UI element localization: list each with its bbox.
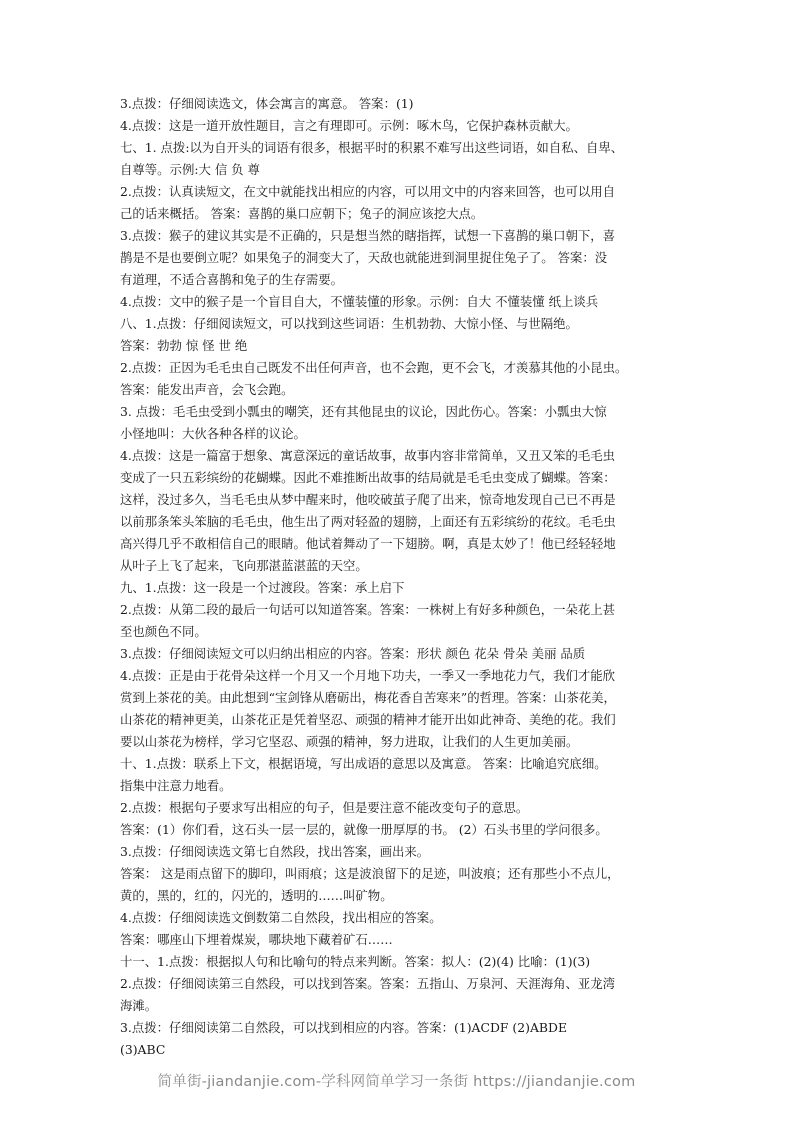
text-line: 海滩。 xyxy=(120,998,158,1013)
text-line: 答案：(1）你们看，这石头一层一层的，就像一册厚厚的书。 (2）石头书里的学问很多。 xyxy=(120,822,608,837)
text-line: 答案： 这是雨点留下的脚印，叫雨痕；这是波浪留下的足迹，叫波痕；还有那些小不点儿， xyxy=(120,866,620,881)
text-line: 变成了一只五彩缤纷的花蝴蝶。因此不难推断出故事的结局就是毛毛虫变成了蝴蝶。答案： xyxy=(120,470,616,485)
text-line: 指集中注意力地看。 xyxy=(120,778,232,793)
text-line: 十、1.点拨：联系上下文，根据语境，写出成语的意思以及寓意。 答案：比喻追究底细。 xyxy=(120,756,607,771)
text-line: 3.点拨：仔细阅读第二自然段，可以找到相应的内容。答案：(1)ACDF (2)ABDE xyxy=(120,1020,568,1035)
text-line: 4.点拨：这是一篇富于想象、寓意深远的童话故事，故事内容非常简单，又丑又笨的毛毛虫 xyxy=(120,448,616,463)
text-line: 七、1. 点拨:以为自开头的词语有很多，根据平时的积累不难写出这些词语，如自私、自卑、 xyxy=(120,140,624,155)
text-line: 小怪地叫：大伙各种各样的议论。 xyxy=(120,426,306,441)
text-line: 2.点拨：根据句子要求写出相应的句子，但是要注意不能改变句子的意思。 xyxy=(120,800,529,815)
site-footer-watermark: 简单街-jiandanjie.com-学科网简单学习一条街 https://jiandanjie.com xyxy=(157,1074,636,1090)
text-line: 答案：勃勃 惊 怪 世 绝 xyxy=(120,338,248,353)
text-line: 3.点拨：仔细阅读短文可以归纳出相应的内容。答案：形状 颜色 花朵 骨朵 美丽 品质 xyxy=(120,646,586,661)
text-line: 2.点拨：仔细阅读第三自然段，可以找到答案。答案：五指山、万泉河、天涯海角、亚龙湾 xyxy=(120,976,616,991)
text-line: 八、1.点拨：仔细阅读短文，可以找到这些词语：生机勃勃、大惊小怪、与世隔绝。 xyxy=(120,316,578,331)
text-line: 3. 点拨：毛毛虫受到小瓢虫的嘲笑，还有其他昆虫的议论，因此伤心。答案：小瓢虫大惊 xyxy=(120,404,607,419)
text-line: 3.点拨：仔细阅读选文，体会寓言的寓意。 答案：(1) xyxy=(120,96,414,111)
text-line: 4.点拨：正是由于花骨朵这样一个月又一个月地下功夫，一季又一季地花力气，我们才能欣 xyxy=(120,668,616,683)
text-line: 4.点拨：仔细阅读选文倒数第二自然段，找出相应的答案。 xyxy=(120,910,442,925)
text-line: 己的话来概括。 答案：喜鹊的巢口应朝下；兔子的洞应该挖大点。 xyxy=(120,206,484,221)
text-line: 十一、1.点拨：根据拟人句和比喻句的特点来判断。答案：拟人：(2)(4) 比喻：(1)(3) xyxy=(120,954,591,969)
text-line: 从叶子上飞了起来，飞向那湛蓝湛蓝的天空。 xyxy=(120,558,368,573)
text-line: 九、1.点拨：这一段是一个过渡段。答案：承上启下 xyxy=(120,580,405,595)
text-line: 高兴得几乎不敢相信自己的眼睛。他试着舞动了一下翅膀。啊，真是太妙了！他已经轻轻地 xyxy=(120,536,616,551)
answer-document xyxy=(120,93,676,1061)
text-line: 鹊是不是也要倒立呢？如果兔子的洞变大了，天敌也就能进到洞里捉住兔子了。 答案：没 xyxy=(120,250,608,265)
text-line: 3.点拨：猴子的建议其实是不正确的，只是想当然的瞎指挥，试想一下喜鹊的巢口朝下，喜 xyxy=(120,228,616,243)
text-line: 黄的，黑的，红的，闪光的，透明的……叫矿物。 xyxy=(120,888,393,903)
text-line: 答案：哪座山下埋着煤炭，哪块地下藏着矿石…… xyxy=(120,932,393,947)
text-line: 自尊等。示例:大 信 负 尊 xyxy=(120,162,260,177)
text-line: 4.点拨：文中的猴子是一个盲目自大，不懂装懂的形象。示例：自大 不懂装懂 纸上谈兵 xyxy=(120,294,599,309)
text-line: 赏到上茶花的美。由此想到“宝剑锋从磨砺出，梅花香自苦寒来”的哲理。答案：山茶花美， xyxy=(120,690,616,705)
text-line: 2.点拨：认真读短文，在文中就能找出相应的内容，可以用文中的内容来回答，也可以用自 xyxy=(120,184,616,199)
text-line: 要以山茶花为榜样，学习它坚忍、顽强的精神，努力进取，让我们的人生更加美丽。 xyxy=(120,734,579,749)
text-line: 以前那条笨头笨脑的毛毛虫，他生出了两对轻盈的翅膀，上面还有五彩缤纷的花纹。毛毛虫 xyxy=(120,514,616,529)
text-line: 这样，没过多久，当毛毛虫从梦中醒来时，他咬破茧子爬了出来，惊奇地发现自己已不再是 xyxy=(120,492,616,507)
text-line: (3)ABC xyxy=(120,1042,166,1057)
text-line: 至也颜色不同。 xyxy=(120,624,207,639)
text-line: 2.点拨：正因为毛毛虫自己既发不出任何声音，也不会跑，更不会飞，才羡慕其他的小昆虫。 xyxy=(120,360,628,375)
text-line: 山茶花的精神更美，山茶花正是凭着坚忍、顽强的精神才能开出如此神奇、美绝的花。我们 xyxy=(120,712,616,727)
text-line: 2.点拨：从第二段的最后一句话可以知道答案。答案：一株树上有好多种颜色，一朵花上甚 xyxy=(120,602,616,617)
text-line: 3.点拨：仔细阅读选文第七自然段，找出答案，画出来。 xyxy=(120,844,430,859)
text-line: 有道理，不适合喜鹊和兔子的生存需要。 xyxy=(120,272,344,287)
text-line: 4.点拨：这是一道开放性题目，言之有理即可。示例：啄木鸟，它保护森林贡献大。 xyxy=(120,118,578,133)
text-line: 答案：能发出声音，会飞会跑。 xyxy=(120,382,294,397)
